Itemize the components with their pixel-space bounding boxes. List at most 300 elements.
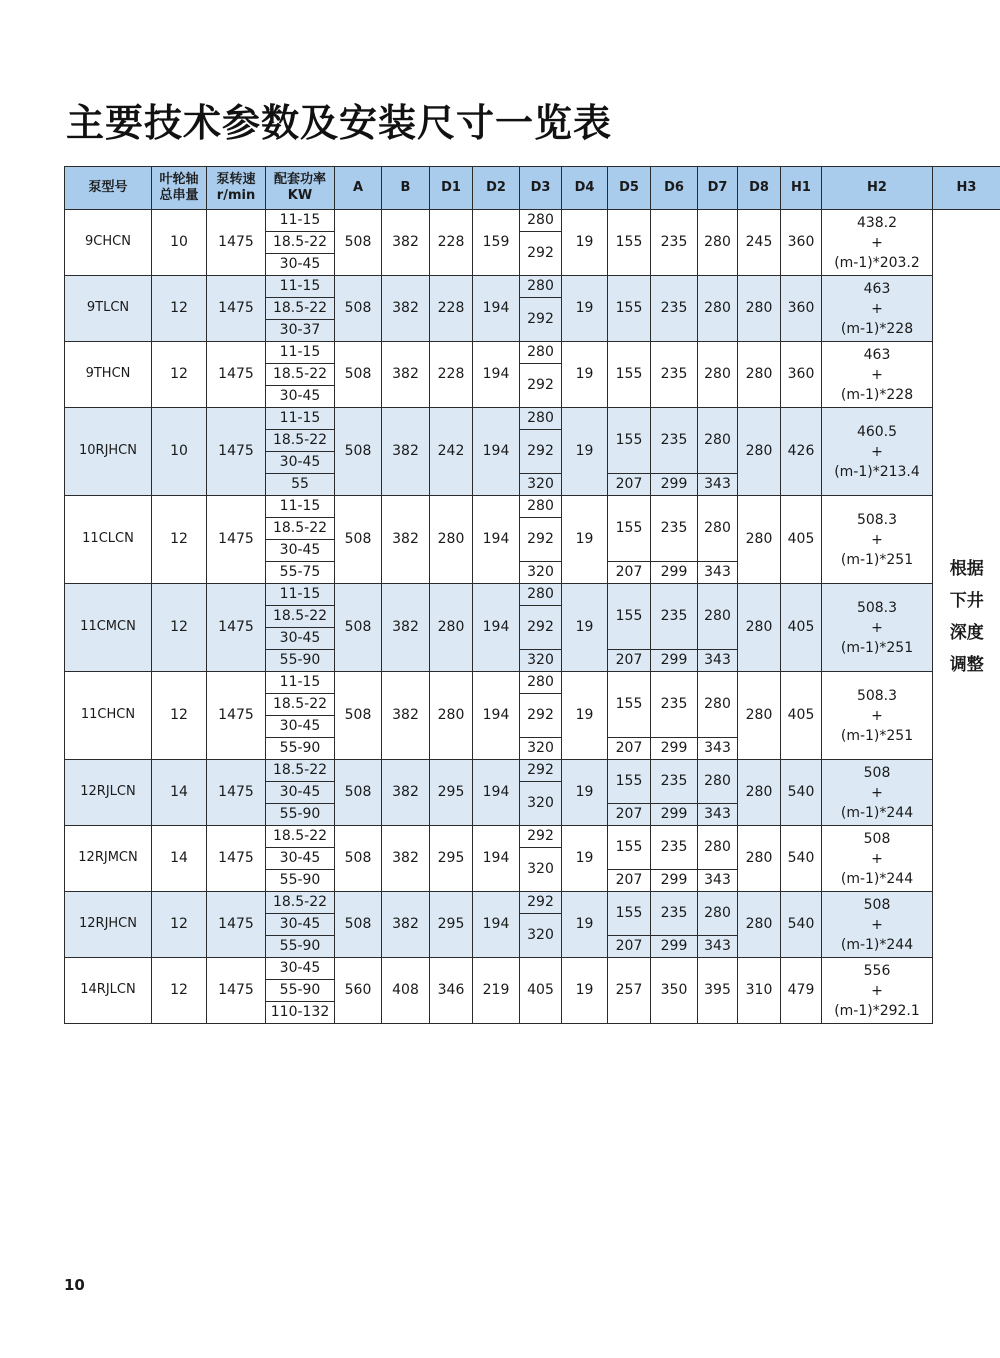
h3-note-line: 下井	[949, 590, 984, 611]
model-cell: 12RJLCN	[65, 760, 152, 826]
header-d5: D5	[608, 167, 651, 210]
d4-cell: 19	[562, 826, 608, 892]
d1-cell: 295	[430, 892, 473, 958]
b-cell: 382	[382, 760, 430, 826]
power-cell: 18.5-22	[266, 518, 335, 540]
d6-cell: 235	[651, 892, 698, 936]
h3-note-line: 调整	[949, 654, 984, 675]
h2-formula: (m-1)*228	[840, 320, 914, 337]
speed-cell: 1475	[207, 958, 266, 1024]
b-cell: 382	[382, 342, 430, 408]
table-row	[65, 584, 1000, 606]
d2-cell: 219	[473, 958, 520, 1024]
power-cell: 30-45	[266, 452, 335, 474]
header-d6: D6	[651, 167, 698, 210]
d3-cell: 280	[520, 496, 562, 518]
d3-cell: 292	[520, 760, 562, 782]
d4-cell: 19	[562, 210, 608, 276]
d3-cell: 320	[520, 562, 562, 584]
d6-cell: 235	[651, 408, 698, 474]
model-cell: 11CMCN	[65, 584, 152, 672]
h2-plus: +	[871, 784, 883, 801]
power-cell: 30-45	[266, 958, 335, 980]
d7-cell: 343	[698, 650, 738, 672]
header-h1: H1	[781, 167, 822, 210]
h2-cell	[822, 672, 933, 760]
d1-cell: 242	[430, 408, 473, 496]
h1-cell: 426	[781, 408, 822, 496]
d6-cell: 299	[651, 870, 698, 892]
d7-cell: 280	[698, 760, 738, 804]
header-h3: H3	[933, 167, 1000, 210]
h2-plus: +	[871, 916, 883, 933]
h2-formula: (m-1)*228	[840, 386, 914, 403]
d8-cell: 245	[738, 210, 781, 276]
power-cell: 11-15	[266, 584, 335, 606]
header-model: 泵型号	[65, 167, 152, 210]
model-cell: 12RJHCN	[65, 892, 152, 958]
d3-cell: 292	[520, 518, 562, 562]
d7-cell: 343	[698, 804, 738, 826]
d7-cell: 395	[698, 958, 738, 1024]
d3-cell: 292	[520, 826, 562, 848]
h1-cell: 360	[781, 276, 822, 342]
d7-cell: 280	[698, 408, 738, 474]
power-cell: 30-45	[266, 914, 335, 936]
h2-cell	[822, 210, 933, 276]
header-h2: H2	[822, 167, 933, 210]
d7-cell: 280	[698, 826, 738, 870]
table-row	[65, 496, 1000, 518]
d8-cell: 280	[738, 408, 781, 496]
d4-cell: 19	[562, 584, 608, 672]
a-cell: 508	[335, 584, 382, 672]
d5-cell: 207	[608, 936, 651, 958]
d7-cell: 280	[698, 276, 738, 342]
d6-cell: 235	[651, 276, 698, 342]
d5-cell: 155	[608, 342, 651, 408]
d3-cell: 292	[520, 298, 562, 342]
d7-cell: 280	[698, 584, 738, 650]
h2-base: 508.3	[856, 511, 898, 528]
h2-base: 508.3	[856, 687, 898, 704]
model-cell: 12RJMCN	[65, 826, 152, 892]
header-d8: D8	[738, 167, 781, 210]
d2-cell: 194	[473, 826, 520, 892]
d3-cell: 320	[520, 914, 562, 958]
h1-cell: 360	[781, 210, 822, 276]
h2-plus: +	[871, 850, 883, 867]
power-cell: 110-132	[266, 1002, 335, 1024]
speed-cell: 1475	[207, 672, 266, 760]
d6-cell: 350	[651, 958, 698, 1024]
h2-plus: +	[871, 619, 883, 636]
h1-cell: 405	[781, 496, 822, 584]
d5-cell: 155	[608, 408, 651, 474]
stages-cell: 14	[152, 826, 207, 892]
table-row	[65, 210, 1000, 232]
h2-formula: (m-1)*251	[840, 639, 914, 656]
d6-cell: 235	[651, 210, 698, 276]
table-row	[65, 276, 1000, 298]
d7-cell: 280	[698, 496, 738, 562]
d2-cell: 194	[473, 342, 520, 408]
spec-table	[64, 166, 1000, 1024]
power-cell: 30-45	[266, 628, 335, 650]
a-cell: 508	[335, 276, 382, 342]
h2-base: 460.5	[856, 423, 898, 440]
power-cell: 18.5-22	[266, 760, 335, 782]
power-cell: 11-15	[266, 496, 335, 518]
stages-cell: 12	[152, 276, 207, 342]
b-cell: 382	[382, 892, 430, 958]
h2-base: 508.3	[856, 599, 898, 616]
d2-cell: 194	[473, 584, 520, 672]
power-cell: 55-75	[266, 562, 335, 584]
d5-cell: 155	[608, 496, 651, 562]
d1-cell: 280	[430, 584, 473, 672]
power-cell: 30-45	[266, 254, 335, 276]
d4-cell: 19	[562, 408, 608, 496]
d5-cell: 207	[608, 738, 651, 760]
d1-cell: 280	[430, 672, 473, 760]
power-cell: 55-90	[266, 738, 335, 760]
d2-cell: 194	[473, 760, 520, 826]
d1-cell: 295	[430, 826, 473, 892]
d6-cell: 299	[651, 650, 698, 672]
d8-cell: 280	[738, 584, 781, 672]
power-cell: 30-45	[266, 540, 335, 562]
d6-cell: 299	[651, 474, 698, 496]
d5-cell: 155	[608, 672, 651, 738]
d4-cell: 19	[562, 760, 608, 826]
h2-plus: +	[871, 366, 883, 383]
d7-cell: 343	[698, 738, 738, 760]
d1-cell: 280	[430, 496, 473, 584]
h2-plus: +	[871, 982, 883, 999]
h2-plus: +	[871, 300, 883, 317]
d3-cell: 280	[520, 672, 562, 694]
d3-cell: 280	[520, 276, 562, 298]
power-cell: 18.5-22	[266, 606, 335, 628]
a-cell: 508	[335, 342, 382, 408]
d4-cell: 19	[562, 276, 608, 342]
d5-cell: 207	[608, 474, 651, 496]
h2-plus: +	[871, 531, 883, 548]
h1-cell: 360	[781, 342, 822, 408]
h2-formula: (m-1)*244	[840, 936, 914, 953]
d2-cell: 194	[473, 496, 520, 584]
header-d1: D1	[430, 167, 473, 210]
stages-cell: 12	[152, 342, 207, 408]
d6-cell: 235	[651, 584, 698, 650]
speed-cell: 1475	[207, 760, 266, 826]
a-cell: 508	[335, 892, 382, 958]
power-cell: 55	[266, 474, 335, 496]
d2-cell: 159	[473, 210, 520, 276]
h1-cell: 479	[781, 958, 822, 1024]
header-speed: 泵转速 r/min	[207, 167, 266, 210]
h2-plus: +	[871, 234, 883, 251]
d7-cell: 343	[698, 936, 738, 958]
power-cell: 18.5-22	[266, 298, 335, 320]
power-cell: 30-45	[266, 386, 335, 408]
table-row	[65, 826, 1000, 848]
a-cell: 508	[335, 408, 382, 496]
d1-cell: 228	[430, 276, 473, 342]
h2-plus: +	[871, 443, 883, 460]
b-cell: 382	[382, 408, 430, 496]
d3-cell: 405	[520, 958, 562, 1024]
stages-cell: 12	[152, 958, 207, 1024]
d5-cell: 155	[608, 584, 651, 650]
d6-cell: 235	[651, 342, 698, 408]
table-row	[65, 958, 1000, 980]
h2-cell	[822, 408, 933, 496]
model-cell: 11CLCN	[65, 496, 152, 584]
speed-cell: 1475	[207, 826, 266, 892]
b-cell: 382	[382, 276, 430, 342]
d6-cell: 299	[651, 804, 698, 826]
a-cell: 508	[335, 760, 382, 826]
d2-cell: 194	[473, 892, 520, 958]
d5-cell: 155	[608, 826, 651, 870]
h2-cell	[822, 496, 933, 584]
h2-cell	[822, 892, 933, 958]
d3-cell: 292	[520, 694, 562, 738]
d1-cell: 228	[430, 342, 473, 408]
stages-cell: 12	[152, 672, 207, 760]
d1-cell: 295	[430, 760, 473, 826]
power-cell: 11-15	[266, 210, 335, 232]
b-cell: 382	[382, 210, 430, 276]
d7-cell: 280	[698, 892, 738, 936]
d3-cell: 320	[520, 650, 562, 672]
h2-formula: (m-1)*244	[840, 870, 914, 887]
stages-cell: 10	[152, 210, 207, 276]
d3-cell: 292	[520, 892, 562, 914]
h2-formula: (m-1)*213.4	[834, 463, 920, 480]
header-stages: 叶轮轴 总串量	[152, 167, 207, 210]
d4-cell: 19	[562, 892, 608, 958]
d4-cell: 19	[562, 496, 608, 584]
speed-cell: 1475	[207, 342, 266, 408]
power-cell: 30-45	[266, 782, 335, 804]
d3-cell: 292	[520, 606, 562, 650]
header-power: 配套功率 KW	[266, 167, 335, 210]
d8-cell: 280	[738, 760, 781, 826]
header-d7: D7	[698, 167, 738, 210]
h2-formula: (m-1)*244	[840, 804, 914, 821]
speed-cell: 1475	[207, 892, 266, 958]
d4-cell: 19	[562, 342, 608, 408]
a-cell: 508	[335, 210, 382, 276]
h2-cell	[822, 760, 933, 826]
h2-cell	[822, 276, 933, 342]
h2-formula: (m-1)*203.2	[834, 254, 920, 271]
page-title: 主要技术参数及安装尺寸一览表	[66, 101, 613, 145]
table-body	[65, 210, 1000, 1024]
table-row	[65, 408, 1000, 430]
d5-cell: 207	[608, 870, 651, 892]
h2-base: 556	[863, 962, 891, 979]
d3-cell: 292	[520, 430, 562, 474]
d8-cell: 280	[738, 276, 781, 342]
a-cell: 560	[335, 958, 382, 1024]
h2-base: 463	[863, 280, 891, 297]
h3-note-line: 根据	[949, 558, 984, 579]
d2-cell: 194	[473, 672, 520, 760]
d6-cell: 235	[651, 672, 698, 738]
d7-cell: 343	[698, 562, 738, 584]
model-cell: 9CHCN	[65, 210, 152, 276]
h2-base: 438.2	[856, 214, 898, 231]
stages-cell: 12	[152, 892, 207, 958]
power-cell: 11-15	[266, 408, 335, 430]
d3-cell: 320	[520, 782, 562, 826]
power-cell: 55-90	[266, 870, 335, 892]
power-cell: 11-15	[266, 672, 335, 694]
d3-cell: 292	[520, 364, 562, 408]
h2-base: 508	[863, 896, 891, 913]
d2-cell: 194	[473, 408, 520, 496]
d3-cell: 280	[520, 584, 562, 606]
h2-cell	[822, 584, 933, 672]
d7-cell: 343	[698, 870, 738, 892]
speed-cell: 1475	[207, 496, 266, 584]
b-cell: 382	[382, 496, 430, 584]
a-cell: 508	[335, 496, 382, 584]
d8-cell: 280	[738, 342, 781, 408]
d7-cell: 280	[698, 672, 738, 738]
b-cell: 382	[382, 826, 430, 892]
h2-plus: +	[871, 707, 883, 724]
power-cell: 18.5-22	[266, 694, 335, 716]
stages-cell: 14	[152, 760, 207, 826]
h3-note-cell	[933, 210, 1000, 1024]
speed-cell: 1475	[207, 276, 266, 342]
d5-cell: 207	[608, 562, 651, 584]
b-cell: 408	[382, 958, 430, 1024]
power-cell: 18.5-22	[266, 430, 335, 452]
d5-cell: 155	[608, 760, 651, 804]
d4-cell: 19	[562, 958, 608, 1024]
header-d3: D3	[520, 167, 562, 210]
d3-cell: 280	[520, 210, 562, 232]
h1-cell: 540	[781, 826, 822, 892]
d5-cell: 207	[608, 650, 651, 672]
d8-cell: 280	[738, 892, 781, 958]
d4-cell: 19	[562, 672, 608, 760]
h3-note	[933, 553, 1000, 681]
power-cell: 18.5-22	[266, 364, 335, 386]
d6-cell: 299	[651, 562, 698, 584]
a-cell: 508	[335, 826, 382, 892]
d3-cell: 320	[520, 474, 562, 496]
power-cell: 55-90	[266, 650, 335, 672]
model-cell: 10RJHCN	[65, 408, 152, 496]
d6-cell: 299	[651, 936, 698, 958]
header-d2: D2	[473, 167, 520, 210]
h2-cell	[822, 958, 933, 1024]
stages-cell: 10	[152, 408, 207, 496]
power-cell: 30-45	[266, 716, 335, 738]
d3-cell: 292	[520, 232, 562, 276]
table-row	[65, 760, 1000, 782]
power-cell: 18.5-22	[266, 892, 335, 914]
d7-cell: 280	[698, 210, 738, 276]
h2-base: 508	[863, 764, 891, 781]
speed-cell: 1475	[207, 584, 266, 672]
model-cell: 14RJLCN	[65, 958, 152, 1024]
d6-cell: 235	[651, 760, 698, 804]
header-d4: D4	[562, 167, 608, 210]
d1-cell: 228	[430, 210, 473, 276]
h2-formula: (m-1)*251	[840, 727, 914, 744]
d2-cell: 194	[473, 276, 520, 342]
h1-cell: 405	[781, 672, 822, 760]
power-cell: 55-90	[266, 980, 335, 1002]
d8-cell: 280	[738, 672, 781, 760]
power-cell: 11-15	[266, 342, 335, 364]
h2-formula: (m-1)*251	[840, 551, 914, 568]
d6-cell: 235	[651, 496, 698, 562]
h1-cell: 405	[781, 584, 822, 672]
d3-cell: 320	[520, 738, 562, 760]
power-cell: 30-45	[266, 848, 335, 870]
page-number: 10	[64, 1276, 85, 1294]
power-cell: 30-37	[266, 320, 335, 342]
d7-cell: 280	[698, 342, 738, 408]
d6-cell: 299	[651, 738, 698, 760]
d6-cell: 235	[651, 826, 698, 870]
power-cell: 55-90	[266, 936, 335, 958]
b-cell: 382	[382, 584, 430, 672]
d5-cell: 155	[608, 210, 651, 276]
h3-note-line: 深度	[949, 622, 984, 643]
header-row	[65, 167, 1000, 210]
a-cell: 508	[335, 672, 382, 760]
header-b: B	[382, 167, 430, 210]
h2-cell	[822, 826, 933, 892]
speed-cell: 1475	[207, 408, 266, 496]
d3-cell: 280	[520, 342, 562, 364]
d8-cell: 310	[738, 958, 781, 1024]
d5-cell: 155	[608, 276, 651, 342]
power-cell: 18.5-22	[266, 826, 335, 848]
stages-cell: 12	[152, 496, 207, 584]
power-cell: 11-15	[266, 276, 335, 298]
d8-cell: 280	[738, 826, 781, 892]
speed-cell: 1475	[207, 210, 266, 276]
d5-cell: 155	[608, 892, 651, 936]
d8-cell: 280	[738, 496, 781, 584]
model-cell: 9THCN	[65, 342, 152, 408]
h1-cell: 540	[781, 892, 822, 958]
h2-formula: (m-1)*292.1	[834, 1002, 920, 1019]
table-row	[65, 672, 1000, 694]
table-row	[65, 892, 1000, 914]
table-row	[65, 342, 1000, 364]
h2-base: 508	[863, 830, 891, 847]
stages-cell: 12	[152, 584, 207, 672]
d3-cell: 280	[520, 408, 562, 430]
d5-cell: 207	[608, 804, 651, 826]
power-cell: 55-90	[266, 804, 335, 826]
header-a: A	[335, 167, 382, 210]
model-cell: 11CHCN	[65, 672, 152, 760]
power-cell: 18.5-22	[266, 232, 335, 254]
